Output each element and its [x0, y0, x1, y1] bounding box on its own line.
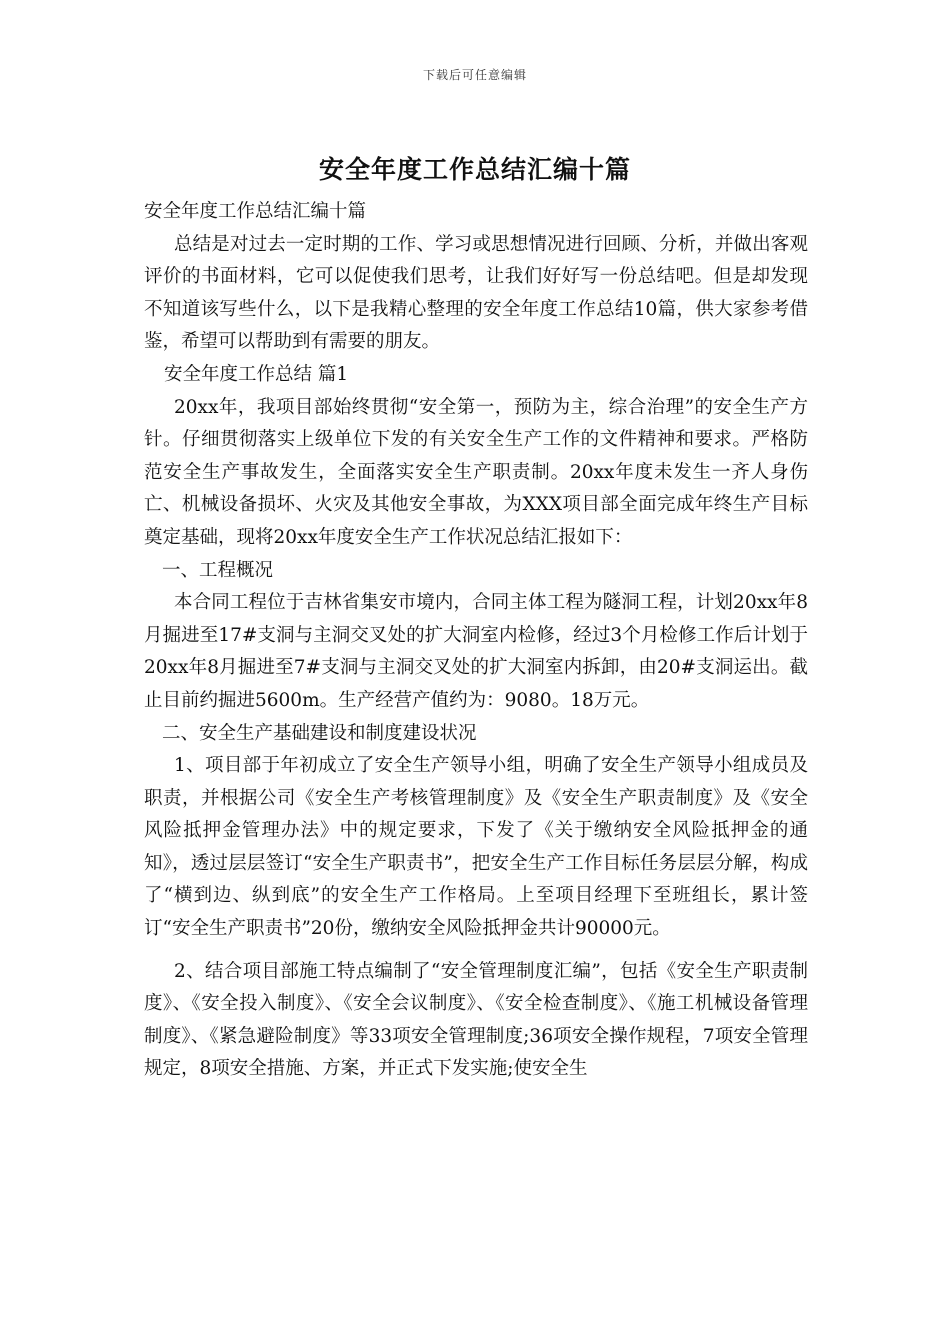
page-header-note: 下载后可任意编辑 — [422, 68, 527, 82]
paragraph-4: 2、结合项目部施工特点编制了“安全管理制度汇编”，包括《安全生产职责制度》、《安全投入制度》、《安全会议制度》、《安全检查制度》、《施工机械设备管理制度》、《紧急避险制度》等33项安全管理制度;36项安全操作规程，7项安全管理规定，8项安全措施、方案，并正式下发实施;使安全生 — [144, 960, 808, 1080]
document-title: 安全年度工作总结汇编十篇 — [318, 155, 631, 184]
section-heading-1: 一、工程概况 — [162, 559, 274, 581]
intro-paragraph: 总结是对过去一定时期的工作、学习或思想情况进行回顾、分析，并做出客观评价的书面材料，它可以促使我们思考，让我们好好写一份总结吧。但是却发现不知道该写些什么，以下是我精心整理的安全年度工作总结10篇，供大家参考借鉴，希望可以帮助到有需要的朋友。 — [144, 233, 808, 353]
paragraph-1: 20xx年，我项目部始终贯彻“安全第一，预防为主，综合治理”的安全生产方针。仔细贯彻落实上级单位下发的有关安全生产工作的文件精神和要求。严格防范安全生产事故发生，全面落实安全生产职责制。20xx年度未发生一齐人身伤亡、机械设备损坏、火灾及其他安全事故，为XXX项目部全面完成年终生产目标奠定基础，现将20xx年度安全生产工作状况总结汇报如下： — [144, 396, 808, 548]
article-heading: 安全年度工作总结 篇1 — [164, 363, 349, 385]
paragraph-3: 1、项目部于年初成立了安全生产领导小组，明确了安全生产领导小组成员及职责，并根据公司《安全生产考核管理制度》及《安全生产职责制度》及《安全风险抵押金管理办法》中的规定要求，下发了《关于缴纳安全风险抵押金的通知》，透过层层签订“安全生产职责书”，把安全生产工作目标任务层层分解，构成了“横到边、纵到底”的安全生产工作格局。上至项目经理下至班组长，累计签订“安全生产职责书”20份，缴纳安全风险抵押金共计90000元。 — [144, 755, 808, 940]
section-heading-2: 二、安全生产基础建设和制度建设状况 — [162, 722, 477, 744]
document-body — [144, 196, 808, 1086]
paragraph-2: 本合同工程位于吉林省集安市境内，合同主体工程为隧洞工程，计划20xx年8月掘进至17#支洞与主洞交叉处的扩大洞室内检修，经过3个月检修工作后计划于20xx年8月掘进至7#支洞与主洞交叉处的扩大洞室内拆卸，由20#支洞运出。截止目前约掘进5600m。生产经营产值约为：9080。18万元。 — [144, 592, 808, 711]
document-subtitle: 安全年度工作总结汇编十篇 — [144, 201, 367, 222]
